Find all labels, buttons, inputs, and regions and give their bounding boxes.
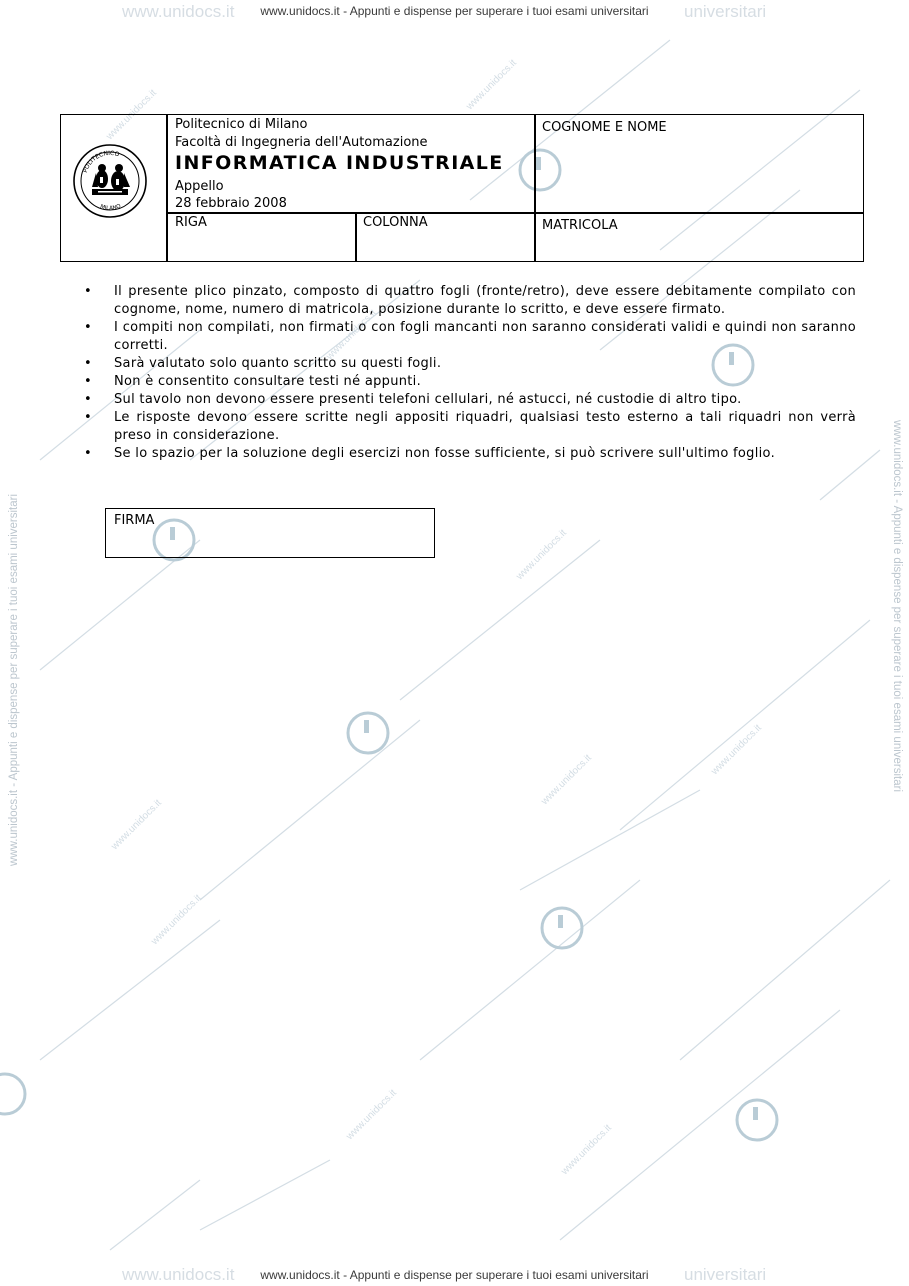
rule-text: Le risposte devono essere scritte negli appositi riquadri, qualsiasi testo esterno a tali riquadri non verrà preso in considerazione. xyxy=(114,410,856,443)
watermark-side-left: www.unidocs.it - Appunti e dispense per superare i tuoi esami universitari xyxy=(8,493,20,866)
signature-box[interactable] xyxy=(105,508,435,558)
svg-text:POLITECNICO: POLITECNICO xyxy=(81,149,121,174)
svg-text:www.unidocs.it: www.unidocs.it xyxy=(149,892,204,948)
column-field-label: COLONNA xyxy=(363,215,428,230)
rule-text: Sarà valutato solo quanto scritto su questi fogli. xyxy=(114,356,442,371)
rule-item xyxy=(84,283,856,319)
svg-text:www.unidocs.it: www.unidocs.it xyxy=(344,1087,399,1143)
rule-text: Non è consentito consultare testi né appunti. xyxy=(114,374,422,389)
rule-item xyxy=(84,373,856,391)
exam-rules-list xyxy=(84,283,856,463)
svg-text:www.unidocs.it: www.unidocs.it xyxy=(514,527,569,583)
id-field-label: MATRICOLA xyxy=(542,218,618,233)
header-divider-right xyxy=(534,114,536,262)
svg-text:www.unidocs.it: www.unidocs.it xyxy=(109,797,164,853)
rule-text: I compiti non compilati, non firmati o con fogli mancanti non saranno considerati validi e quindi non saranno corretti. xyxy=(114,320,856,353)
bullet-icon: • xyxy=(84,410,92,425)
svg-text:www.unidocs.it: www.unidocs.it xyxy=(324,307,379,363)
header-divider-logo xyxy=(166,114,168,262)
svg-text:www.unidocs.it: www.unidocs.it xyxy=(709,722,764,778)
politecnico-logo xyxy=(72,143,148,219)
exam-date: 28 febbraio 2008 xyxy=(175,196,287,211)
svg-text:www.unidocs.it: www.unidocs.it xyxy=(104,87,159,143)
rule-text: Sul tavolo non devono essere presenti telefoni cellulari, né astucci, né custodie di altro tipo. xyxy=(114,392,742,407)
watermark-ghost-right: universitari xyxy=(684,2,767,21)
faculty-name: Facoltà di Ingegneria dell'Automazione xyxy=(175,135,428,150)
name-field-label: COGNOME E NOME xyxy=(542,120,667,135)
signature-label: FIRMA xyxy=(114,513,155,528)
header-divider-riga xyxy=(355,212,357,262)
rule-text: Se lo spazio per la soluzione degli esercizi non fosse sufficiente, si può scrivere sull'ultimo foglio. xyxy=(114,446,776,461)
watermark-side-right: www.unidocs.it - Appunti e dispense per superare i tuoi esami universitari xyxy=(891,420,903,793)
rule-item xyxy=(84,319,856,355)
bullet-icon: • xyxy=(84,284,92,299)
rule-item xyxy=(84,409,856,445)
svg-text:www.unidocs.it: www.unidocs.it xyxy=(559,1122,614,1178)
course-title: INFORMATICA INDUSTRIALE xyxy=(175,152,504,174)
watermark-bottom-text: www.unidocs.it - Appunti e dispense per superare i tuoi esami universitari xyxy=(260,1268,649,1282)
row-field-label: RIGA xyxy=(175,215,207,230)
watermark-ghost-right-bottom: universitari xyxy=(684,1265,767,1284)
bullet-icon: • xyxy=(84,374,92,389)
svg-text:MILANO: MILANO xyxy=(99,203,122,212)
bullet-icon: • xyxy=(84,446,92,461)
header-row-divider xyxy=(166,212,864,214)
bullet-icon: • xyxy=(84,320,92,335)
svg-text:www.unidocs.it: www.unidocs.it xyxy=(464,57,519,113)
rule-item xyxy=(84,355,856,373)
rule-item xyxy=(84,445,856,463)
watermark-top-text: www.unidocs.it - Appunti e dispense per superare i tuoi esami universitari xyxy=(260,4,649,18)
bullet-icon: • xyxy=(84,356,92,371)
institution-name: Politecnico di Milano xyxy=(175,117,308,132)
svg-text:www.unidocs.it: www.unidocs.it xyxy=(539,752,594,808)
rule-item xyxy=(84,391,856,409)
watermark-ghost-left-bottom: www.unidocs.it xyxy=(122,1265,235,1284)
bullet-icon: • xyxy=(84,392,92,407)
watermark-ghost-left: www.unidocs.it xyxy=(122,2,235,21)
rule-text: Il presente plico pinzato, composto di quattro fogli (fronte/retro), deve essere debitamente compilato con cognome, nome, numero di matricola, posizione durante lo scritto, e deve essere firmato. xyxy=(114,284,856,317)
exam-label: Appello xyxy=(175,179,224,194)
